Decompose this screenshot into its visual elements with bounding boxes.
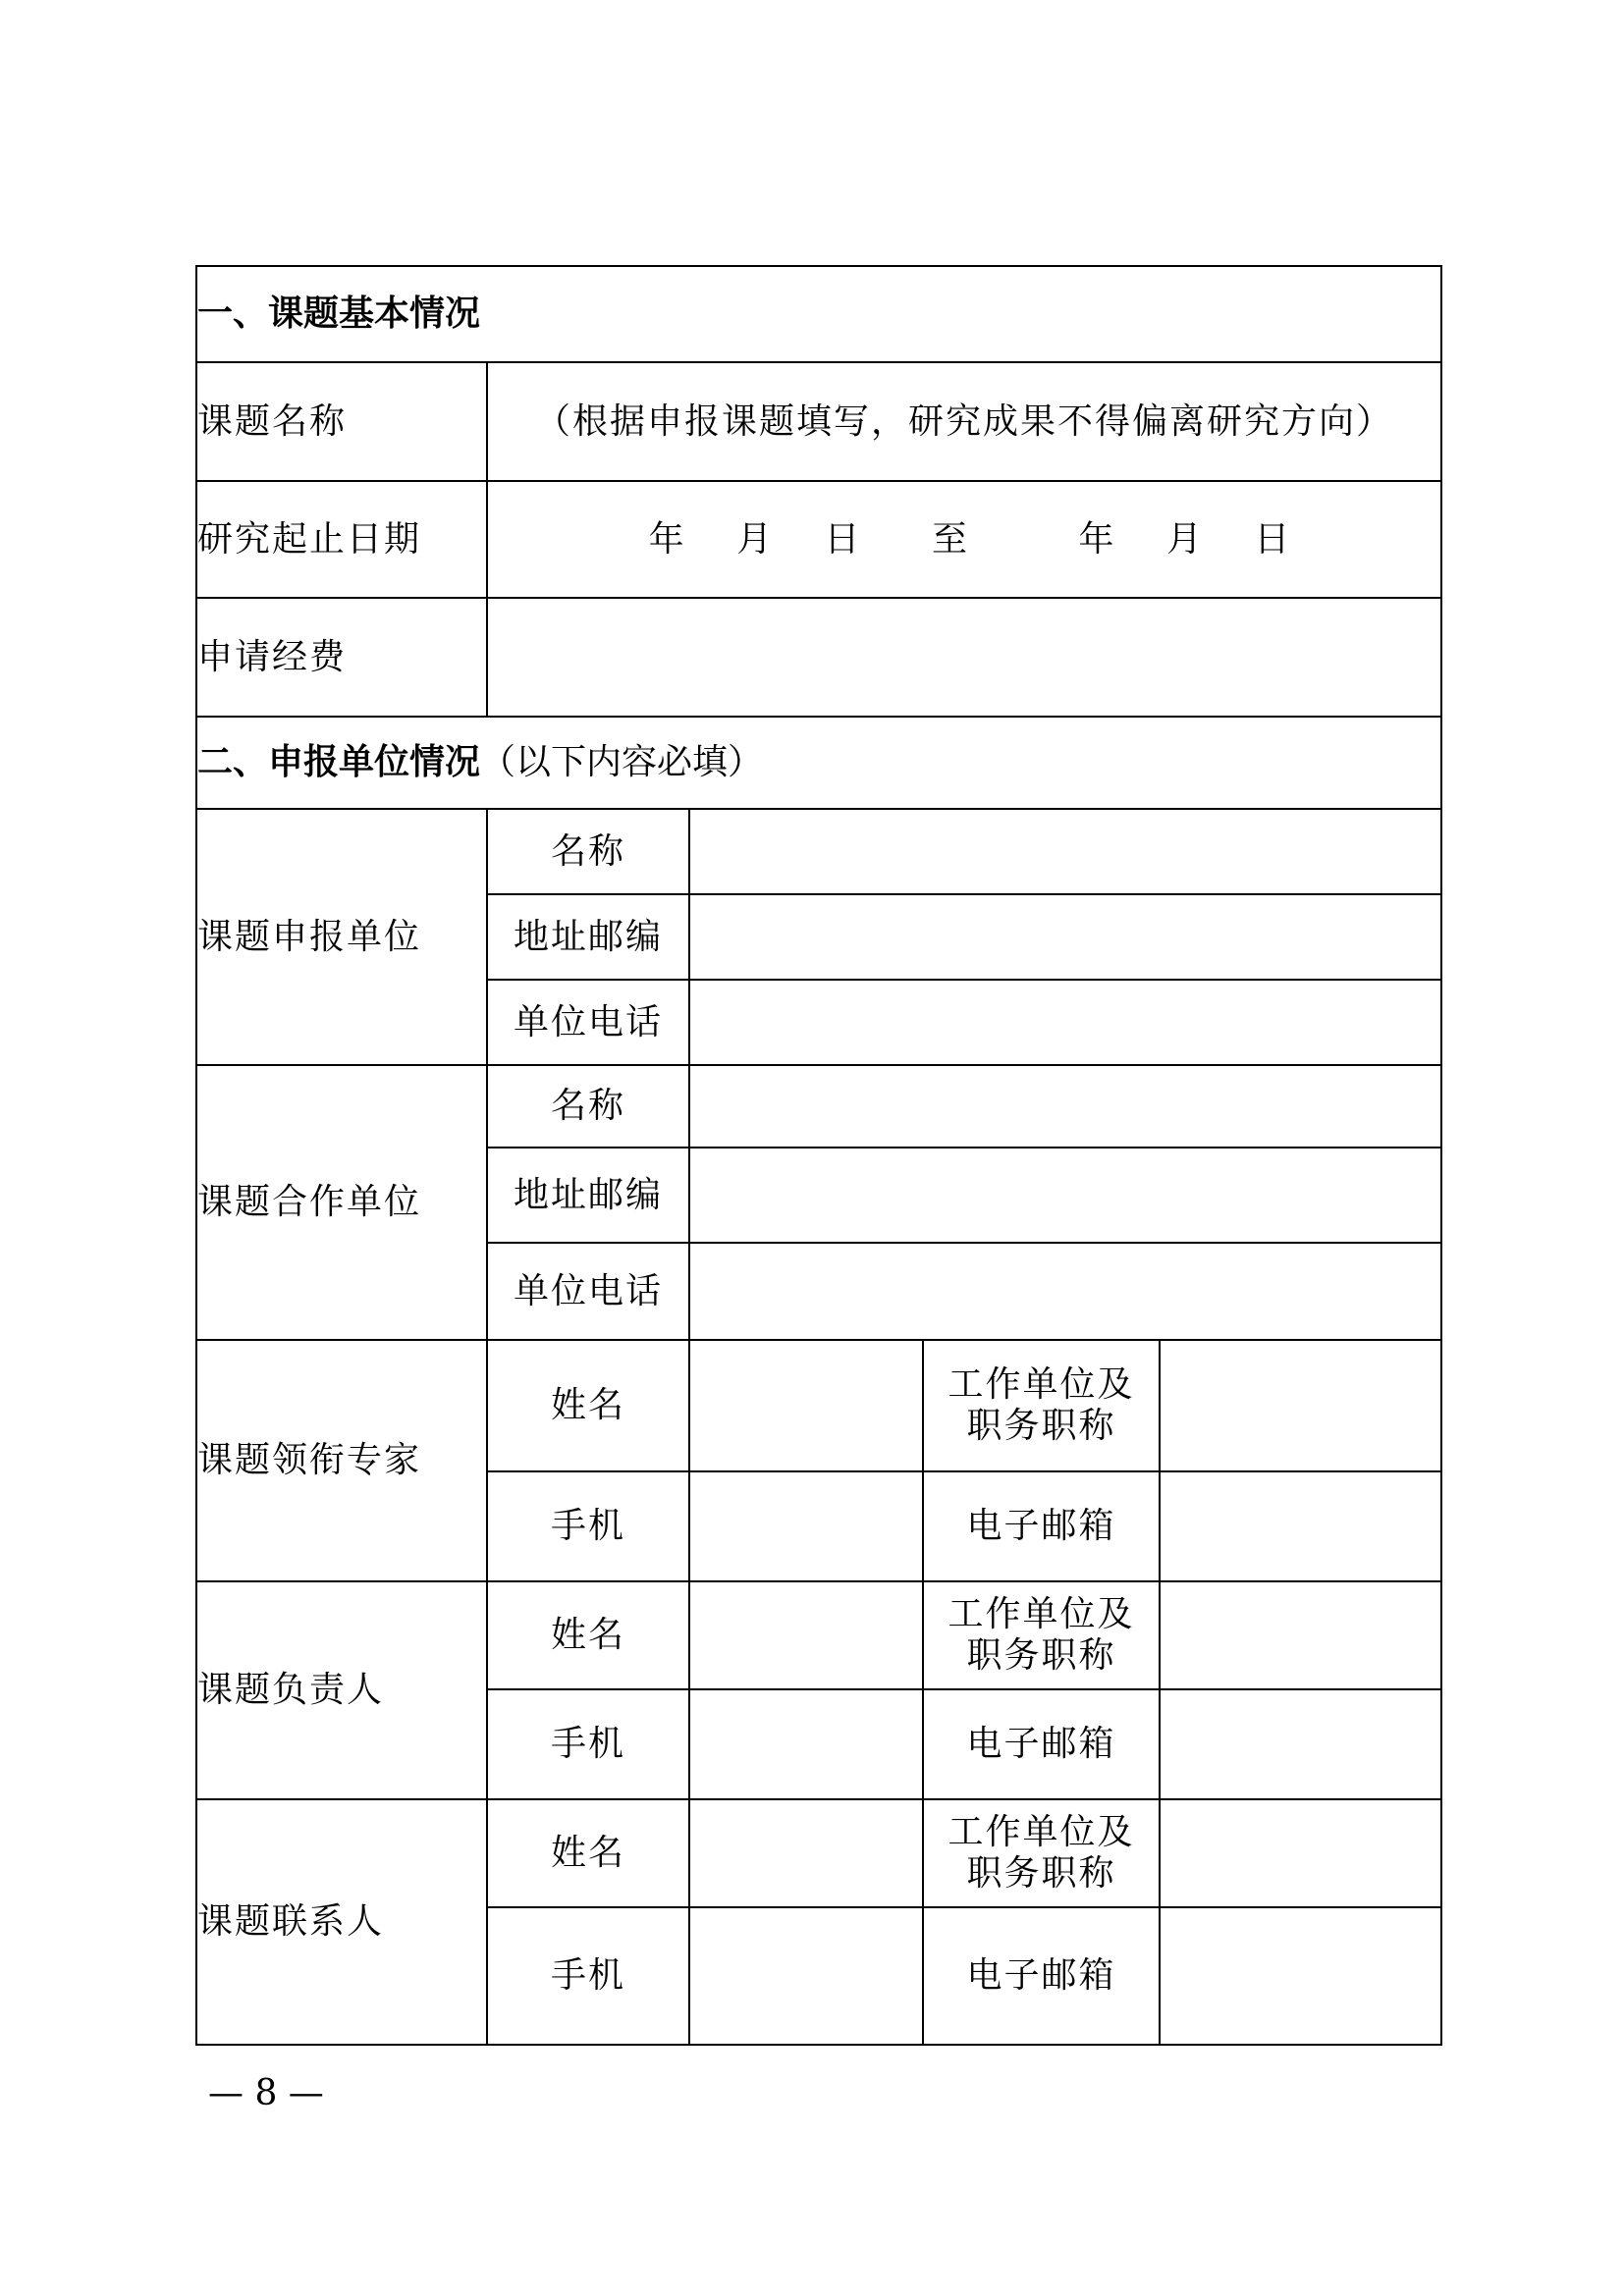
page-number: — 8 — <box>208 2073 324 2113</box>
section2-title: 二、申报单位情况 <box>197 742 481 782</box>
lead-expert-workplace-field[interactable] <box>1160 1340 1441 1471</box>
applicant-unit-name-row <box>196 809 1441 894</box>
topic-name-hint: （根据申报课题填写，研究成果不得偏离研究方向） <box>535 400 1394 442</box>
partner-unit-phone-label: 单位电话 <box>487 1243 689 1340</box>
lead-expert-name-label: 姓名 <box>487 1340 689 1471</box>
start-day-unit: 日 <box>824 518 860 560</box>
applicant-unit-name-field[interactable] <box>689 809 1441 894</box>
applicant-unit-address-field[interactable] <box>689 894 1441 980</box>
funding-label: 申请经费 <box>196 598 487 717</box>
section2-title-note: （以下内容必填） <box>480 742 764 782</box>
lead-expert-workplace-label-line2: 职务职称 <box>966 1406 1116 1446</box>
funding-field[interactable] <box>487 598 1441 717</box>
lead-expert-workplace-label-line1: 工作单位及 <box>947 1364 1135 1405</box>
end-month-unit: 月 <box>1165 518 1202 560</box>
partner-unit-name-label: 名称 <box>487 1065 689 1148</box>
research-period-label: 研究起止日期 <box>196 481 487 598</box>
contact-email-label: 电子邮箱 <box>923 1907 1160 2045</box>
contact-workplace-label-line2: 职务职称 <box>966 1853 1116 1894</box>
partner-unit-address-field[interactable] <box>689 1148 1441 1243</box>
partner-unit-address-label: 地址邮编 <box>487 1148 689 1243</box>
lead-expert-email-label: 电子邮箱 <box>923 1471 1160 1581</box>
funding-row <box>196 598 1441 717</box>
principal-name-field[interactable] <box>689 1581 923 1689</box>
lead-expert-name-row <box>196 1340 1441 1471</box>
end-year-unit: 年 <box>1078 518 1114 560</box>
contact-name-row <box>196 1799 1441 1907</box>
contact-mobile-label: 手机 <box>487 1907 689 2045</box>
applicant-unit-address-label: 地址邮编 <box>487 894 689 980</box>
research-period-field[interactable] <box>487 481 1441 598</box>
partner-unit-label: 课题合作单位 <box>196 1065 487 1340</box>
principal-mobile-field[interactable] <box>689 1689 923 1799</box>
lead-expert-label: 课题领衔专家 <box>196 1340 487 1581</box>
principal-name-row <box>196 1581 1441 1689</box>
contact-label: 课题联系人 <box>196 1799 487 2045</box>
lead-expert-email-field[interactable] <box>1160 1471 1441 1581</box>
lead-expert-mobile-field[interactable] <box>689 1471 923 1581</box>
section1-header-row <box>196 266 1441 362</box>
applicant-unit-name-label: 名称 <box>487 809 689 894</box>
applicant-unit-label: 课题申报单位 <box>196 809 487 1065</box>
contact-workplace-label <box>923 1799 1160 1907</box>
section2-header-row <box>196 717 1441 809</box>
lead-expert-workplace-label <box>923 1340 1160 1471</box>
partner-unit-name-row <box>196 1065 1441 1148</box>
contact-workplace-label-line1: 工作单位及 <box>947 1812 1135 1852</box>
principal-workplace-label-line1: 工作单位及 <box>947 1594 1135 1634</box>
principal-email-label: 电子邮箱 <box>923 1689 1160 1799</box>
end-day-unit: 日 <box>1254 518 1290 560</box>
lead-expert-name-field[interactable] <box>689 1340 923 1471</box>
principal-email-field[interactable] <box>1160 1689 1441 1799</box>
contact-mobile-field[interactable] <box>689 1907 923 2045</box>
principal-workplace-field[interactable] <box>1160 1581 1441 1689</box>
contact-workplace-field[interactable] <box>1160 1799 1441 1907</box>
applicant-unit-phone-label: 单位电话 <box>487 980 689 1065</box>
principal-workplace-label-line2: 职务职称 <box>966 1635 1116 1676</box>
start-year-unit: 年 <box>648 518 684 560</box>
contact-name-field[interactable] <box>689 1799 923 1907</box>
applicant-unit-phone-field[interactable] <box>689 980 1441 1065</box>
period-to: 至 <box>932 518 968 560</box>
topic-name-row <box>196 362 1441 481</box>
contact-email-field[interactable] <box>1160 1907 1441 2045</box>
principal-name-label: 姓名 <box>487 1581 689 1689</box>
application-form-table <box>195 265 1442 2046</box>
principal-label: 课题负责人 <box>196 1581 487 1799</box>
topic-name-label: 课题名称 <box>196 362 487 481</box>
start-month-unit: 月 <box>736 518 773 560</box>
section2-title-cell <box>196 717 1441 809</box>
partner-unit-name-field[interactable] <box>689 1065 1441 1148</box>
research-period-row <box>196 481 1441 598</box>
topic-name-field[interactable] <box>487 362 1441 481</box>
section1-title: 一、课题基本情况 <box>196 266 1441 362</box>
principal-mobile-label: 手机 <box>487 1689 689 1799</box>
lead-expert-mobile-label: 手机 <box>487 1471 689 1581</box>
partner-unit-phone-field[interactable] <box>689 1243 1441 1340</box>
contact-name-label: 姓名 <box>487 1799 689 1907</box>
principal-workplace-label <box>923 1581 1160 1689</box>
